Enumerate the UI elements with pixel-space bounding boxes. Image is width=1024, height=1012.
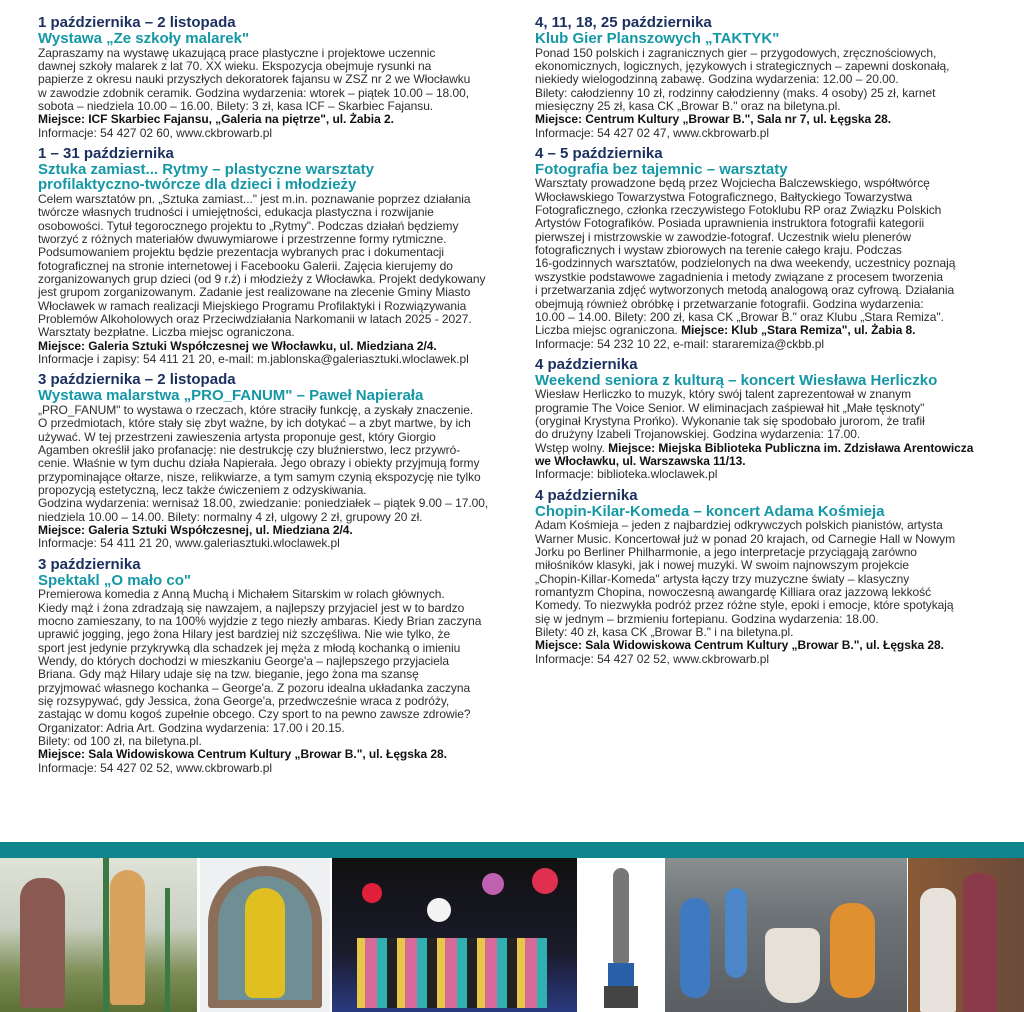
description-text: Briana. Gdy mąż Hilary udaje się na tzw. bieganie, jego żona ma szansę bbox=[38, 667, 419, 682]
description-line bbox=[535, 428, 1005, 441]
description-text: Komedy. To niezwykła podróż przez różne style, epoki i emocje, które spotykają bbox=[535, 598, 954, 613]
description-text: Fotograficznego, członka rzeczywistego Fotoklubu RP oraz Związku Polskich bbox=[535, 203, 942, 218]
description-line bbox=[38, 233, 518, 246]
description-text: cenie. Właśnie w tym duchu działa Napierała. Jego obrazy i obiekty przyjmują formy bbox=[38, 456, 480, 471]
description-line bbox=[38, 695, 518, 708]
description-text: miesięczny 25 zł, kasa CK „Browar B." oraz na biletyna.pl. bbox=[535, 98, 841, 113]
description-text: używać. W tej przestrzeni zawieszenia artysta proponuje gest, który Giorgio bbox=[38, 429, 436, 444]
description-text: zorganizowanych grup dzieci (od 9 r.ż) i młodzieży z Włocławka. Projekt dedykowany bbox=[38, 271, 486, 286]
photo-theatre-stage bbox=[332, 858, 577, 1012]
event-contact-info: Informacje: 54 427 02 52, www.ckbrowarb.pl bbox=[535, 651, 770, 666]
description-text: ekonomicznych, logicznych, językowych i strategicznych – zapewni doskonałą, bbox=[535, 58, 950, 73]
description-line bbox=[38, 286, 518, 299]
description-text: 16-godzinnych warsztatów, podzielonych na dwa weekendy, uczestnicy poznają bbox=[535, 256, 956, 271]
event-title: Weekend seniora z kulturą – koncert Wiesława Herliczko bbox=[535, 371, 938, 389]
description-line bbox=[535, 402, 1005, 415]
description-line bbox=[535, 257, 1005, 270]
description-text: Wstęp wolny. bbox=[535, 440, 609, 455]
event-title: Sztuka zamiast... Rytmy – plastyczne warsztaty bbox=[38, 160, 374, 178]
description-line bbox=[535, 586, 1005, 599]
description-text: Warsztaty prowadzone będą przez Wojciecha Balczewskiego, współtwórcę bbox=[535, 176, 930, 191]
event-entry bbox=[535, 15, 1005, 140]
description-text: twórcze własnych trudności i umiejętności, edukacja plastyczna i rozwijanie bbox=[38, 205, 434, 220]
description-text: Jorku po Berliner Philharmonie, a jego interpretacje przyciągają zarówno bbox=[535, 544, 917, 559]
event-entry bbox=[535, 357, 1005, 482]
description-line bbox=[535, 613, 1005, 626]
description-text: przyjmować własnego kochanka – George'a. Z pozoru idealna układanka zaczyna bbox=[38, 680, 471, 695]
event-contact-info: Informacje: 54 427 02 60, www.ckbrowarb.pl bbox=[38, 125, 273, 140]
description-text: Warsztaty bezpłatne. Liczba miejsc ograniczona. bbox=[38, 325, 295, 340]
description-line bbox=[38, 273, 518, 286]
description-text: Kiedy mąż i żona zdradzają się nawzajem, a najlepszy przyjaciel jest w to bardzo bbox=[38, 600, 465, 615]
photo-mosaic-painting bbox=[200, 858, 330, 1012]
description-text: obejmują również obróbkę i przetwarzanie fotografii. Godzina wydarzenia: bbox=[535, 296, 924, 311]
description-text: osobowości. Tytuł tegorocznego projektu to „Rytmy". Podczas działań będziemy bbox=[38, 218, 459, 233]
description-line bbox=[535, 73, 1005, 86]
description-line bbox=[535, 573, 1005, 586]
description-text: Liczba miejsc ograniczona. bbox=[535, 323, 682, 338]
event-date: 1 października – 2 listopada bbox=[38, 14, 236, 31]
event-entry bbox=[38, 372, 518, 550]
description-line bbox=[535, 60, 1005, 73]
description-text: Problemów Alkoholowych oraz Przeciwdziałania Narkomanii w latach 2025 - 2027. bbox=[38, 312, 472, 326]
description-text: „PRO_FANUM" to wystawa o rzeczach, które straciły funkcję, a zyskały znaczenie. bbox=[38, 402, 474, 417]
description-text: Adam Kośmieja – jeden z najbardziej odkrywczych polskich pianistów, artysta bbox=[535, 518, 943, 533]
description-text: w zawodzie zdobnik ceramik. Godzina wydarzenia: wtorek – piątek 10.00 – 18.00, bbox=[38, 85, 470, 100]
left-column bbox=[38, 15, 518, 781]
decorative-band bbox=[0, 842, 1024, 858]
description-text: O przedmiotach, które stały się zbyt ważne, by ich dotykać – a zbyt martwe, by ich bbox=[38, 416, 471, 431]
event-venue: Miejsce: Galeria Sztuki Współczesnej we Włocławku, ul. Miedziana 2/4. bbox=[38, 338, 437, 353]
description-line bbox=[535, 204, 1005, 217]
description-line bbox=[535, 559, 1005, 572]
description-line bbox=[38, 260, 518, 273]
description-text: do drużyny Izabeli Trojanowskiej. Godzina wydarzenia: 17.00. bbox=[535, 427, 861, 442]
event-venue: we Włocławku, ul. Warszawska 11/13. bbox=[535, 454, 746, 469]
event-date: 4 października bbox=[535, 355, 638, 373]
description-line bbox=[38, 457, 518, 470]
description-line bbox=[535, 284, 1005, 297]
description-line bbox=[38, 300, 518, 313]
description-text: miłośników klasyki, jak i nowej muzyki. W swoim najnowszym projekcie bbox=[535, 558, 910, 573]
description-line bbox=[535, 191, 1005, 204]
description-text: niekiedy wielogodzinną zabawę. Godzina wydarzenia: 12.00 – 20.00. bbox=[535, 72, 899, 87]
description-line bbox=[38, 511, 518, 524]
description-line bbox=[38, 588, 518, 601]
event-entry bbox=[38, 557, 518, 775]
description-line bbox=[535, 231, 1005, 244]
description-line bbox=[38, 404, 518, 417]
description-text: Bilety: od 100 zł, na biletyna.pl. bbox=[38, 733, 202, 748]
description-line bbox=[38, 735, 518, 748]
description-text: „Chopin-Killar-Komeda" artysta łączy trzy muzyczne światy – klasyczny bbox=[535, 571, 910, 586]
description-text: sport jest jedynie przykrywką dla schadzek jej męża z młodą kochanką o imieniu bbox=[38, 640, 461, 655]
description-line bbox=[38, 87, 518, 100]
description-text: jest grupom zorganizowanym. Zadanie jest realizowane na zlecenie Gminy Miasto bbox=[38, 285, 471, 300]
event-venue: Miejsce: Centrum Kultury „Browar B.", Sala nr 7, ul. Łęgska 28. bbox=[535, 112, 891, 127]
description-text: zastając w domu kogoś zupełnie obcego. Czy sport to na pewno zawsze zdrowie? bbox=[38, 707, 471, 722]
description-line bbox=[38, 655, 518, 668]
event-title: Klub Gier Planszowych „TAKTYK" bbox=[535, 30, 780, 47]
event-venue: Miejsce: Galeria Sztuki Współczesnej, ul. Miedziana 2/4. bbox=[38, 522, 353, 537]
description-line bbox=[38, 484, 518, 497]
description-line bbox=[38, 708, 518, 721]
description-text: fotograficznych i wystaw zbiorowych na terenie całego kraju. Podczas bbox=[535, 243, 902, 258]
description-text: programie The Voice Senior. W eliminacjach zaśpiewał hit „Małe tęsknoty" bbox=[535, 400, 925, 415]
event-date: 4 – 5 października bbox=[535, 144, 663, 162]
event-contact-info: Informacje i zapisy: 54 411 21 20, e-mail: m.jablonska@galeriasztuki.wloclawek.pl bbox=[38, 352, 469, 367]
photo-ceramics-exhibition bbox=[665, 858, 907, 1012]
event-date: 4, 11, 18, 25 października bbox=[535, 14, 712, 31]
description-line bbox=[535, 47, 1005, 60]
description-text: się w jednym – brzmieniu fortepianu. Godzina wydarzenia: 18.00. bbox=[535, 611, 879, 626]
description-line bbox=[38, 313, 518, 326]
event-title: profilaktyczno-twórcze dla dzieci i młodzieży bbox=[38, 176, 357, 194]
description-line bbox=[535, 599, 1005, 612]
event-entry bbox=[38, 146, 518, 366]
description-line bbox=[535, 519, 1005, 532]
description-text: Organizator: Adria Art. Godzina wydarzenia: 17.00 i 20.15. bbox=[38, 720, 345, 735]
event-contact-info: Informacje: biblioteka.wloclawek.pl bbox=[535, 467, 718, 482]
description-line bbox=[38, 246, 518, 259]
description-line bbox=[38, 471, 518, 484]
description-line bbox=[535, 244, 1005, 257]
description-line bbox=[38, 668, 518, 681]
description-text: romantyzm Chopina, nowoczesną awangardę Killiara oraz jazzową lekkość bbox=[535, 585, 932, 599]
description-line bbox=[535, 87, 1005, 100]
description-line bbox=[535, 415, 1005, 428]
event-date: 4 października bbox=[535, 486, 638, 504]
description-text: sobota – niedziela 10.00 – 16.00. Bilety: 3 zł, kasa ICF – Skarbiec Fajansu. bbox=[38, 98, 434, 113]
event-venue: Miejsce: Sala Widowiskowa Centrum Kultury „Browar B.", ul. Łęgska 28. bbox=[38, 747, 447, 762]
description-line bbox=[38, 642, 518, 655]
event-date: 3 października – 2 listopada bbox=[38, 371, 236, 389]
description-line bbox=[535, 533, 1005, 546]
description-text: się rozsypywać, gdy Jessica, żona George'a, przedwcześnie wraca z podróży, bbox=[38, 693, 450, 708]
description-text: dawnej szkoły malarek z lat 70. XX wieku. Ekspozycja obejmuje rysunki na bbox=[38, 58, 432, 73]
description-text: Włocławek w ramach realizacji Miejskiego Programu Profilaktyki i Rozwiązywania bbox=[38, 298, 467, 313]
description-text: pierwszej i mistrzowskie w zawodzie-fotograf. Uczestnik wielu plenerów bbox=[535, 229, 911, 244]
description-line bbox=[535, 626, 1005, 639]
description-line bbox=[535, 442, 1005, 455]
description-text: wszystkie podstawowe zagadnienia i metody związane z procesem tworzenia bbox=[535, 269, 943, 284]
event-contact-info: Informacje: 54 427 02 52, www.ckbrowarb.pl bbox=[38, 760, 273, 775]
event-title: Wystawa „Ze szkoły malarek" bbox=[38, 30, 250, 47]
description-text: mocno zamieszany, to na 100% wyjdzie z tego niezły ambaras. Kiedy Brian zaczyna bbox=[38, 613, 482, 628]
description-line bbox=[38, 602, 518, 615]
photo-hand-sculpture bbox=[578, 858, 663, 1012]
description-line bbox=[535, 388, 1005, 401]
description-text: 10.00 – 14.00. Bilety: 200 zł, kasa CK „Browar B." oraz Klubu „Stara Remiza". bbox=[535, 309, 944, 324]
description-line bbox=[535, 271, 1005, 284]
event-title: Spektakl „O mało co" bbox=[38, 571, 191, 589]
description-line bbox=[38, 326, 518, 339]
description-line bbox=[535, 177, 1005, 190]
description-text: Godzina wydarzenia: wernisaż 18.00, zwiedzanie: poniedziałek – piątek 9.00 – 17.00, bbox=[38, 496, 489, 511]
description-text: (oryginał Krystyna Prońko). Wykonanie tak się spodobało jurorom, że trafił bbox=[535, 414, 925, 429]
event-entry bbox=[535, 146, 1005, 351]
event-entry bbox=[535, 488, 1005, 666]
description-line bbox=[38, 417, 518, 430]
description-line bbox=[38, 615, 518, 628]
description-text: Bilety: 40 zł, kasa CK „Browar B." i na biletyna.pl. bbox=[535, 625, 794, 640]
description-line bbox=[38, 497, 518, 510]
description-text: Artystów Fotografików. Posiada uprawnienia instruktora fotografii kategorii bbox=[535, 216, 925, 231]
description-line bbox=[535, 100, 1005, 113]
event-title: Fotografia bez tajemnic – warsztaty bbox=[535, 160, 788, 178]
description-text: Bilety: całodzienny 10 zł, rodzinny całodzienny (maks. 4 osoby) 25 zł, karnet bbox=[535, 85, 936, 100]
event-venue: Miejsce: ICF Skarbiec Fajansu, „Galeria na piętrze", ul. Żabia 2. bbox=[38, 112, 394, 127]
event-date: 1 – 31 października bbox=[38, 144, 174, 162]
description-line bbox=[38, 431, 518, 444]
event-contact-info: Informacje: 54 427 02 47, www.ckbrowarb.pl bbox=[535, 125, 770, 140]
description-text: Wiesław Herliczko to muzyk, który swój talent zaprezentował w znanym bbox=[535, 387, 912, 402]
event-venue: Miejsce: Miejska Biblioteka Publiczna im. Zdzisława Arentowicza bbox=[608, 440, 974, 455]
description-text: i przetwarzania zdjęć wytworzonych metodą analogową oraz cyfrową. Działania bbox=[535, 283, 955, 298]
event-title: Chopin-Kilar-Komeda – koncert Adama Kośmieja bbox=[535, 502, 885, 520]
description-text: Wendy, do których dochodzi w mieszkaniu George'a – najlepszego przyjaciela bbox=[38, 653, 450, 668]
event-entry bbox=[38, 15, 518, 140]
description-text: Podsumowaniem projektu będzie prezentacja wybranych prac i dokumentacji bbox=[38, 245, 444, 260]
description-line bbox=[38, 628, 518, 641]
description-text: Warner Music. Koncertował już w ponad 20 krajach, od Carnegie Hall w Nowym bbox=[535, 531, 956, 546]
photo-costumed-couple bbox=[908, 858, 1024, 1012]
description-text: uprawić jogging, jego żona Hilary jest bardziej niż szczęśliwa. Nie wie tylko, że bbox=[38, 627, 451, 642]
description-text: fotograficznej na stronie internetowej i Facebooku Galerii. Zajęcia kierujemy do bbox=[38, 258, 453, 273]
description-text: przypominające ołtarze, nisze, relikwiarze, a tym samym czynią ekspozycję nie tylko bbox=[38, 469, 481, 484]
event-venue: Miejsce: Sala Widowiskowa Centrum Kultury „Browar B.", ul. Łęgska 28. bbox=[535, 638, 944, 653]
description-line bbox=[535, 298, 1005, 311]
description-text: Celem warsztatów pn. „Sztuka zamiast..." jest m.in. poznawanie poprzez działania bbox=[38, 191, 471, 206]
description-line bbox=[38, 193, 518, 206]
description-text: Zapraszamy na wystawę ukazującą prace plastyczne i projektowe uczennic bbox=[38, 45, 436, 60]
description-line bbox=[38, 722, 518, 735]
description-line bbox=[38, 60, 518, 73]
right-column bbox=[535, 15, 1005, 672]
description-text: Ponad 150 polskich i zagranicznych gier – przygodowych, zręcznościowych, bbox=[535, 45, 937, 60]
event-date: 3 października bbox=[38, 555, 141, 573]
description-text: tworzyć z różnych materiałów dwuwymiarowe i przestrzenne formy rytmiczne. bbox=[38, 231, 447, 246]
description-text: propozycją estetyczną, lecz także ćwiczeniem z odzyskiwania. bbox=[38, 482, 367, 497]
description-line bbox=[38, 47, 518, 60]
description-line bbox=[535, 217, 1005, 230]
description-line bbox=[535, 546, 1005, 559]
description-line bbox=[535, 324, 1005, 337]
event-contact-info: Informacje: 54 232 10 22, e-mail: stararemiza@ckbb.pl bbox=[535, 336, 825, 351]
event-venue: Miejsce: Klub „Stara Remiza", ul. Żabia 8. bbox=[681, 323, 916, 338]
description-text: Agamben określił jako profanację: nie destrukcję czy bluźnierstwo, lecz przywró- bbox=[38, 442, 461, 457]
description-line bbox=[38, 73, 518, 86]
description-line bbox=[38, 206, 518, 219]
description-text: papierze z okresu nauki przyszłych dekoratorek fajansu w ZSZ nr 2 we Włocławku bbox=[38, 72, 471, 87]
description-line bbox=[38, 682, 518, 695]
description-text: niedziela 10.00 – 14.00. Bilety: normalny 4 zł, ulgowy 2 zł, grupowy 20 zł. bbox=[38, 509, 423, 524]
description-text: Włocławskiego Towarzystwa Fotograficznego, Bałtyckiego Towarzystwa bbox=[535, 189, 913, 204]
description-line bbox=[38, 220, 518, 233]
description-text: Premierowa komedia z Anną Muchą i Michałem Sitarskim w rolach głównych. bbox=[38, 587, 445, 602]
event-contact-info: Informacje: 54 411 21 20, www.galeriasztuki.wloclawek.pl bbox=[38, 536, 340, 551]
photo-women-playground bbox=[0, 858, 197, 1012]
description-line bbox=[38, 444, 518, 457]
event-title: Wystawa malarstwa „PRO_FANUM" – Paweł Napierała bbox=[38, 387, 424, 405]
